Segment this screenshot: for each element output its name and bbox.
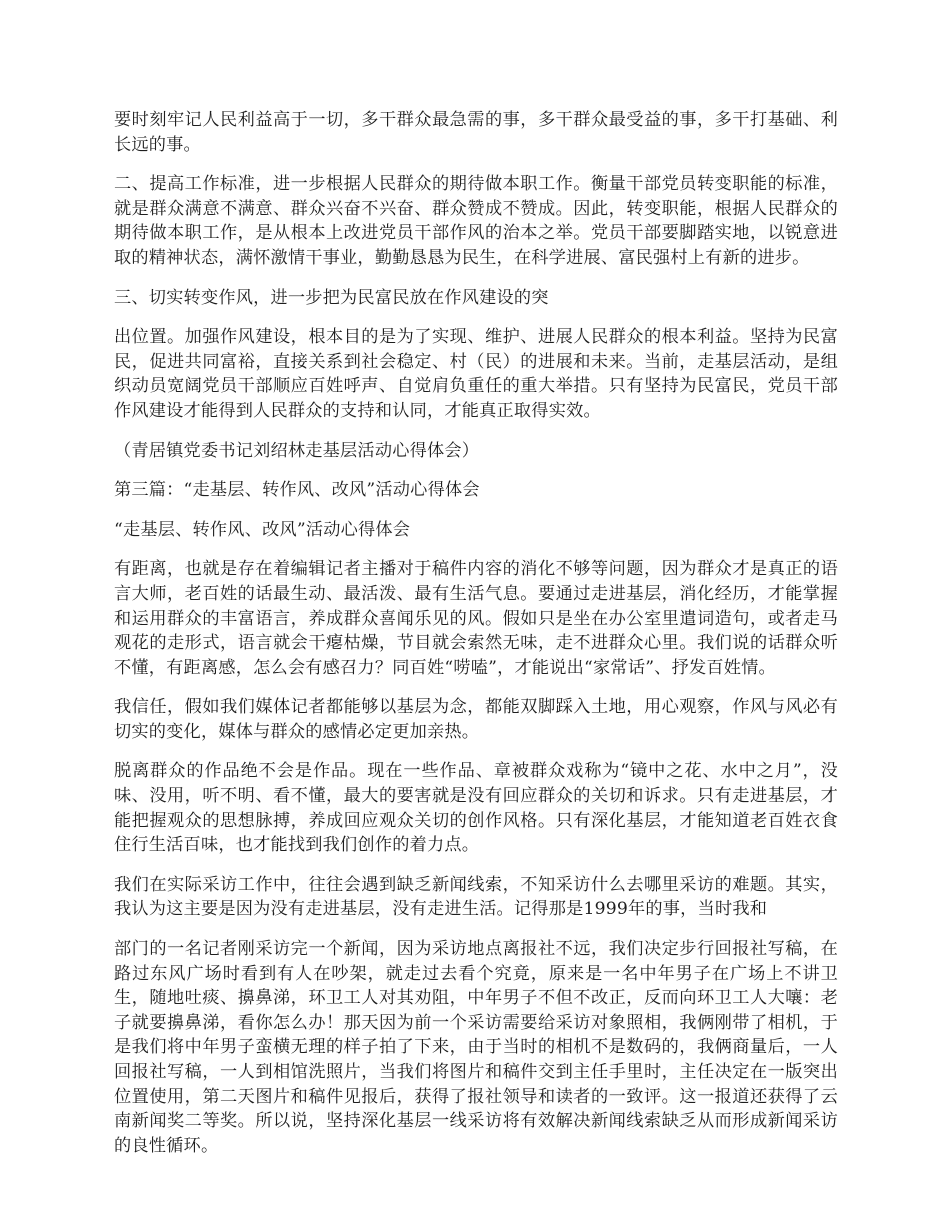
paragraph: 有距离，也就是存在着编辑记者主播对于稿件内容的消化不够等问题，因为群众才是真正的语言大师，老百姓的话最生动、最活泼、最有生活气息。要通过走进基层，消化经历，才能掌握和运用群众的丰富语言，养成群众喜闻乐见的风。假如只是坐在办公室里遣词造句，或者走马观花的走形式，语言就会干瘪枯燥，节目就会索然无味，走不进群众心里。我们说的话群众听不懂，有距离感，怎么会有感召力？同百姓“唠嗑”，才能说出“家常话”、抒发百姓情。 (114, 559, 838, 678)
section-heading: 三、切实转变作风，进一步把为民富民放在作风建设的突 (114, 287, 549, 308)
attribution-note: （青居镇党委书记刘绍林走基层活动心得体会） (114, 440, 480, 461)
paragraph: 二、提高工作标准，进一步根据人民群众的期待做本职工作。衡量干部党员转变职能的标准，就是群众满意不满意、群众兴奋不兴奋、群众赞成不赞成。因此，转变职能，根据人民群众的期待做本职工作，是从根本上改进党员干部作风的治本之举。党员干部要脚踏实地，以锐意进取的精神状态，满怀激情干事业，勤勤恳恳为民生，在科学进展、富民强村上有新的进步。 (114, 174, 838, 268)
paragraph: 脱离群众的作品绝不会是作品。现在一些作品、章被群众戏称为“镜中之花、水中之月”，没味、没用，听不明、看不懂，最大的要害就是没有回应群众的关切和诉求。只有走进基层，才能把握观众的思想脉搏，养成回应观众关切的创作风格。只有深化基层，才能知道老百姓衣食住行生活百味，也才能找到我们创作的着力点。 (114, 761, 838, 856)
paragraph: 部门的一名记者刚采访完一个新闻，因为采访地点离报社不远，我们决定步行回报社写稿，在路过东风广场时看到有人在吵架，就走过去看个究竟，原来是一名中年男子在广场上不讲卫生，随地吐痰、擤鼻涕，环卫工人对其劝阻，中年男子不但不改正，反而向环卫工人大嚷：老子就要擤鼻涕，看你怎么办！那天因为前一个采访需要给采访对象照相，我俩刚带了相机，于是我们将中年男子蛮横无理的样子拍了下来，由于当时的相机不是数码的，我俩商量后，一人回报社写稿，一人到相馆洗照片，当我们将图片和稿件交到主任手里时，主任决定在一版突出位置使用，第二天图片和稿件见报后，获得了报社领导和读者的一致评。这一报道还获得了云南新闻奖二等奖。所以说，坚持深化基层一线采访将有效解决新闻线索缺乏从而形成新闻采访的良性循环。 (114, 939, 838, 1156)
paragraph: 要时刻牢记人民利益高于一切，多干群众最急需的事，多干群众最受益的事，多干打基础、利长远的事。 (114, 110, 838, 155)
paragraph: 我们在实际采访工作中，往往会遇到缺乏新闻线索，不知采访什么去哪里采访的难题。其实，我认为这主要是因为没有走进基层，没有走进生活。记得那是1999年的事，当时我和 (114, 874, 838, 920)
chapter-title: 第三篇：“走基层、转作风、改风”活动心得体会 (114, 480, 480, 501)
paragraph: 出位置。加强作风建设，根本目的是为了实现、维护、进展人民群众的根本利益。坚持为民富民，促进共同富裕，直接关系到社会稳定、村（民）的进展和未来。当前，走基层活动，是组织动员宽阔党员干部顺应百姓呼声、自觉肩负重任的重大举措。只有坚持为民富民，党员干部作风建设才能得到人民群众的支持和认同，才能真正取得实效。 (114, 327, 838, 421)
document-body (114, 108, 838, 1173)
article-title: “走基层、转作风、改风”活动心得体会 (114, 519, 411, 540)
paragraph: 我信任，假如我们媒体记者都能够以基层为念，都能双脚踩入土地，用心观察，作风与风必有切实的变化，媒体与群众的感情必定更加亲热。 (114, 697, 838, 742)
